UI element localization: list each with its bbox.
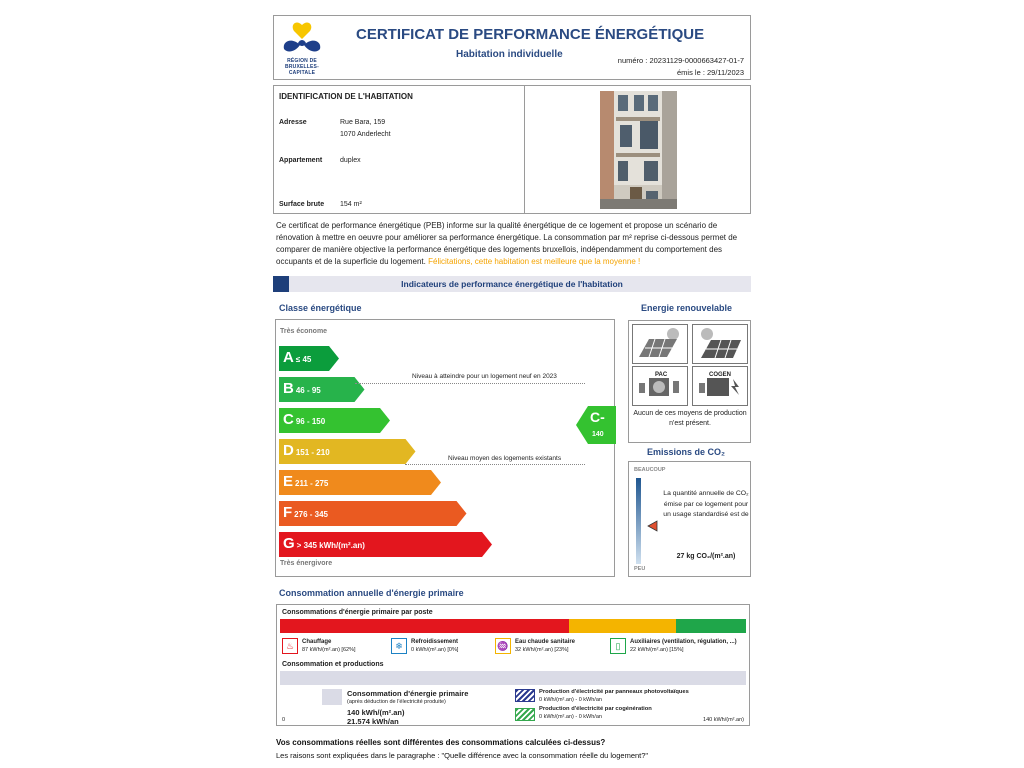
- auxiliaries-icon: ▯: [610, 638, 626, 654]
- surface-label: Surface brute: [279, 201, 325, 208]
- current-class-letter: C-: [590, 409, 605, 425]
- cogen-title: Production d'électricité par cogénération: [539, 706, 652, 712]
- class-bar-f: [279, 501, 467, 526]
- current-class-indicator: [576, 406, 616, 444]
- class-range-g: > 345 kWh/(m².an): [296, 541, 365, 550]
- house-photo-panel: [524, 85, 751, 214]
- class-bar-a: [279, 346, 339, 371]
- intro-text: Ce certificat de performance énergétique (PEB) informe sur la qualité énergétique de ce logement et propose un scénario de rénovation à mettre en oeuvre pour améliorer sa performance énergétique. La consommation par m² reprise ci-dessous permet de comparer de manière objective la performance énergétique des logements bruxellois, indépendamment du comportement des occupants et de la superficie du logement.: [276, 221, 738, 266]
- heat-pump-label: PAC: [655, 372, 668, 378]
- renewable-panel: [628, 320, 751, 443]
- average-ref-label: Niveau moyen des logements existants: [448, 455, 562, 462]
- post-detail: 32 kWh/(m².an) [23%]: [515, 647, 569, 653]
- address-line-2: 1070 Anderlecht: [340, 131, 391, 138]
- posts-bar-segment: [280, 619, 569, 633]
- class-bar-e: [279, 470, 441, 495]
- consumption-bar: [280, 671, 746, 685]
- indicators-banner: [273, 276, 751, 292]
- class-letter-g: G: [283, 535, 295, 552]
- co2-pointer-icon: [647, 520, 659, 532]
- posts-title: Consommations d'énergie primaire par poste: [282, 609, 433, 616]
- post-detail: 22 kWh/(m².an) [15%]: [630, 647, 684, 653]
- co2-panel: [628, 461, 751, 577]
- photovoltaic-icon: [693, 325, 747, 363]
- post-name: Refroidissement: [411, 639, 459, 645]
- intro-paragraph: [276, 220, 752, 268]
- certificate-header: [273, 15, 751, 80]
- cogeneration-tile: [692, 366, 748, 406]
- new-building-ref-label: Niveau à atteindre pour un logement neuf en 2023: [412, 373, 557, 380]
- pv-swatch: [515, 689, 535, 702]
- axis-max: 140 kWh/(m².an): [703, 717, 744, 723]
- class-bar-b: [279, 377, 365, 402]
- class-range-e: 211 - 275: [295, 479, 329, 488]
- class-letter-e: E: [283, 473, 294, 490]
- certificate-number: numéro : 20231129-0000663427-01-7: [617, 56, 744, 65]
- class-letter-f: F: [283, 504, 293, 521]
- primary-per-m2: 140 kWh/(m².an): [347, 708, 405, 717]
- energy-class-scale: [275, 319, 615, 577]
- consumption-panel: [276, 604, 750, 726]
- current-class-value: 140: [592, 431, 604, 438]
- hot-water-icon: ♒: [495, 638, 511, 654]
- document-subtitle: Habitation individuelle: [456, 49, 563, 60]
- solar-thermal-tile: [632, 324, 688, 364]
- document-title: CERTIFICAT DE PERFORMANCE ÉNERGÉTIQUE: [356, 26, 705, 43]
- primary-swatch: [322, 689, 342, 705]
- cogeneration-icon: [693, 367, 747, 405]
- consumption-title: Consommation annuelle d'énergie primaire: [279, 588, 464, 598]
- renewable-title: Energie renouvelable: [641, 303, 733, 313]
- co2-value: 27 kg CO₂/(m².an): [676, 553, 736, 560]
- surface-value: 154 m²: [340, 201, 362, 208]
- primary-note: (après déduction de l'électricité produite): [347, 699, 446, 705]
- class-bar-c: [279, 408, 390, 433]
- heat-pump-tile: [632, 366, 688, 406]
- primary-title: Consommation d'énergie primaire: [347, 689, 469, 698]
- address-label: Adresse: [279, 119, 307, 126]
- pv-title: Production d'électricité par panneaux photovoltaïques: [539, 689, 689, 695]
- issue-date: émis le : 29/11/2023: [677, 68, 744, 77]
- identification-panel: [273, 85, 525, 214]
- post-detail: 0 kWh/(m².an) [0%]: [411, 647, 459, 653]
- cogen-swatch: [515, 708, 535, 721]
- class-letter-b: B: [283, 380, 294, 397]
- cooling-icon: ❄: [391, 638, 407, 654]
- post-name: Chauffage: [302, 639, 332, 645]
- cogeneration-label: COGEN: [709, 372, 732, 378]
- axis-min: 0: [282, 717, 286, 723]
- co2-title: Emissions de CO₂: [647, 447, 726, 457]
- cogen-value: 0 kWh/(m².an) - 0 kWh/an: [539, 714, 602, 720]
- class-range-b: 46 - 95: [295, 386, 321, 395]
- indicators-title: Indicateurs de performance énergétique de l'habitation: [401, 279, 623, 289]
- renewable-text: Aucun de ces moyens de production n'est présent.: [633, 410, 747, 427]
- logo-caption: RÉGION DE BRUXELLES-CAPITALE: [285, 58, 319, 76]
- real-consumption-answer: Les raisons sont expliquées dans le paragraphe : "Quelle différence avec la consommation réelle du logement?": [276, 751, 649, 760]
- identification-title: IDENTIFICATION DE L'HABITATION: [279, 92, 413, 101]
- dwelling-type-label: Appartement: [279, 157, 323, 164]
- co2-low-label: PEU: [634, 566, 646, 572]
- scale-bottom-label: Très énergivore: [280, 560, 333, 567]
- post-name: Eau chaude sanitaire: [515, 639, 576, 645]
- average-ref-line: [405, 464, 585, 465]
- class-letter-a: A: [283, 349, 294, 366]
- class-range-f: 276 - 345: [294, 510, 328, 519]
- class-range-c: 96 - 150: [295, 417, 326, 426]
- heat-pump-icon: [633, 367, 687, 405]
- posts-bar-segment: [569, 619, 676, 633]
- co2-high-label: BEAUCOUP: [634, 467, 666, 473]
- energy-class-title: Classe énergétique: [279, 303, 362, 313]
- production-title: Consommation et productions: [282, 661, 384, 668]
- primary-total: 21.574 kWh/an: [347, 717, 399, 726]
- house-photo: [600, 91, 677, 209]
- class-letter-d: D: [283, 442, 294, 459]
- pv-value: 0 kWh/(m².an) - 0 kWh/an: [539, 697, 602, 703]
- posts-bar: [280, 619, 746, 633]
- post-detail: 87 kWh/(m².an) [62%]: [302, 647, 356, 653]
- post-name: Auxiliaires (ventilation, régulation, ...): [630, 639, 737, 645]
- intro-highlight: Félicitations, cette habitation est meilleure que la moyenne !: [428, 257, 641, 266]
- class-range-a: ≤ 45: [295, 355, 312, 364]
- class-range-d: 151 - 210: [295, 448, 330, 457]
- brussels-region-logo: [280, 21, 324, 77]
- iris-logo-icon: [280, 21, 324, 57]
- dwelling-type-value: duplex: [340, 157, 361, 164]
- photovoltaic-tile: [692, 324, 748, 364]
- co2-gradient-bar: [636, 478, 641, 564]
- heating-icon: ♨: [282, 638, 298, 654]
- class-bar-g: [279, 532, 492, 557]
- address-line-1: Rue Bara, 159: [340, 119, 386, 126]
- new-building-ref-line: [355, 383, 585, 384]
- class-letter-c: C: [283, 411, 294, 428]
- class-bar-d: [279, 439, 416, 464]
- solar-thermal-icon: [633, 325, 687, 363]
- real-consumption-question: Vos consommations réelles sont différentes des consommations calculées ci-dessus?: [276, 738, 606, 747]
- scale-top-label: Très économe: [280, 328, 328, 335]
- co2-text: La quantité annuelle de CO₂ émise par ce logement pour un usage standardisé est de: [663, 490, 749, 518]
- posts-bar-segment: [676, 619, 746, 633]
